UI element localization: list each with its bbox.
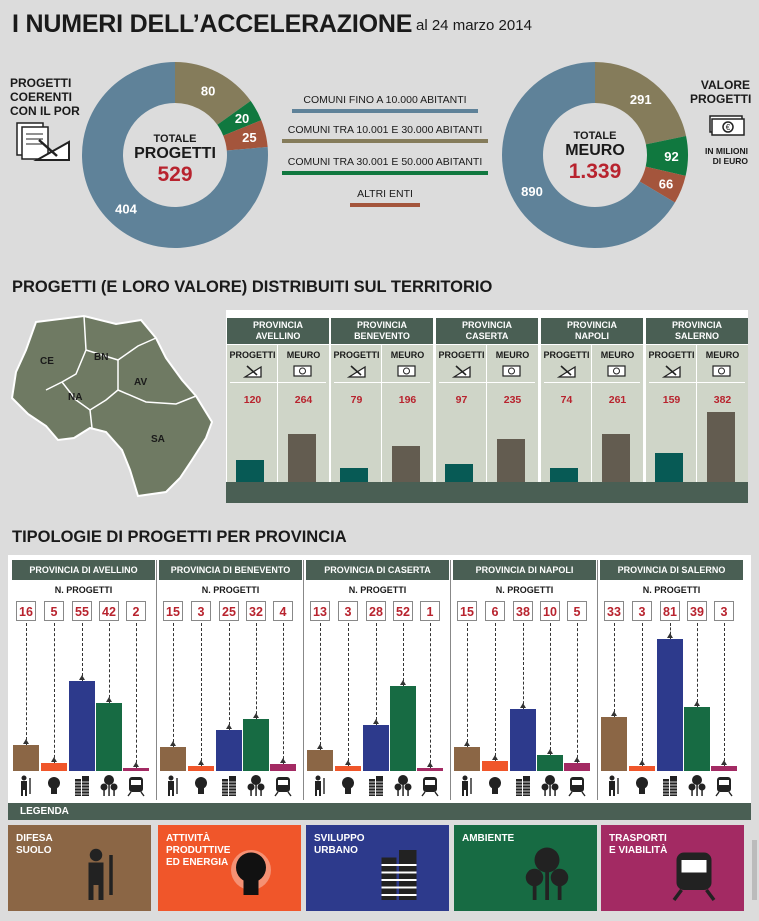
legend-item-label: PRODUTTIVE: [166, 845, 231, 856]
territorio-header-line: PROVINCIA: [252, 320, 303, 330]
money-icon: [708, 114, 746, 138]
tipologie-bar: [454, 747, 480, 771]
tipologie-dashed-line: [320, 623, 321, 750]
tipologie-bar: [363, 725, 389, 771]
tipologie-count-box: 28: [366, 601, 386, 621]
tipologie-arrow: [198, 760, 204, 765]
territorio-col-progetti: PROGETTI: [648, 350, 695, 360]
tipologie-divider: [450, 560, 451, 800]
territorio-header-line: PROVINCIA: [461, 320, 512, 330]
tipologie-icons-row: [453, 774, 596, 802]
territorio-header: [436, 318, 538, 344]
tipologie-header: PROVINCIA DI AVELLINO: [12, 560, 155, 580]
money-icon: [502, 364, 522, 378]
territorio-header-line: AVELLINO: [255, 331, 301, 341]
map-label-sa: SA: [151, 434, 165, 445]
tipologie-dashed-line: [82, 623, 83, 681]
tipologie-bar: [417, 768, 443, 771]
tipologie-dashed-line: [430, 623, 431, 768]
tipologie-n-progetti-label: N. PROGETTI: [54, 585, 113, 595]
tipologie-dashed-line: [283, 623, 284, 764]
tipologie-bar: [564, 763, 590, 771]
territorio-bar-progetti: [236, 460, 264, 482]
tipologie-dashed-line: [173, 623, 174, 747]
territorio-bar-meuro: [288, 434, 316, 482]
tipologie-dashed-line: [136, 623, 137, 768]
territorio-bar-meuro: [602, 434, 630, 482]
tipologie-bar: [601, 717, 627, 771]
tipologie-arrow: [400, 680, 406, 685]
money-icon: [712, 364, 732, 378]
train-icon: [422, 777, 438, 796]
left-label-line: PROGETTI: [10, 76, 72, 90]
tipologie-bar: [390, 686, 416, 771]
train-icon: [664, 845, 724, 905]
tipologie-bar: [69, 681, 95, 771]
tipologie-arrow: [79, 675, 85, 680]
legend-item: [158, 825, 301, 911]
donut-left-total-title: PROGETTI: [134, 145, 216, 162]
legend-item-label: ED ENERGIA: [166, 857, 229, 868]
territorio-value-progetti: 159: [662, 394, 681, 406]
legend-item-label: SVILUPPO: [314, 833, 365, 844]
tipologie-count-box: 3: [191, 601, 211, 621]
territorio-header-line: PROVINCIA: [566, 320, 617, 330]
tipologie-dashed-line: [403, 623, 404, 686]
tipologie-arrow: [317, 744, 323, 749]
donut-right-slice-label: 92: [664, 148, 679, 164]
tipologie-arrow: [106, 697, 112, 702]
tipologie-dashed-line: [348, 623, 349, 766]
territorio-header: [331, 318, 433, 344]
tipologie-bar: [657, 639, 683, 771]
map-label-bn: BN: [94, 352, 109, 363]
documents-icon: [13, 120, 73, 165]
tipologie-n-progetti-label: N. PROGETTI: [495, 585, 554, 595]
category-legend-swatch: [292, 109, 478, 113]
tipologie-icons-row: [12, 774, 155, 802]
territorio-table-footer: [226, 482, 748, 503]
territorio-divider: [230, 382, 326, 383]
lightbulb-icon: [48, 777, 60, 794]
territorio-divider: [334, 382, 430, 383]
donut-left-total-value: 529: [157, 163, 193, 186]
territorio-header-line: NAPOLI: [574, 331, 609, 341]
territorio-col-meuro: MEURO: [600, 350, 635, 360]
territorio-divider: [544, 382, 640, 383]
category-legend-label: COMUNI TRA 30.001 E 50.000 ABITANTI: [287, 156, 483, 168]
tipologie-arrow: [226, 724, 232, 729]
tipologie-arrow: [427, 762, 433, 767]
train-icon: [716, 777, 732, 796]
category-legend-swatch: [282, 171, 488, 175]
tipologie-arrow: [574, 757, 580, 762]
category-legend-swatch: [350, 203, 420, 207]
donut-left-total-label: TOTALE: [153, 133, 197, 145]
tipologie-arrow: [547, 749, 553, 754]
donut-left-slice-label: 404: [115, 201, 137, 217]
lightbulb-icon: [342, 777, 354, 794]
donut-right-slice-label: 291: [629, 91, 652, 107]
legend-title: LEGENDA: [20, 806, 69, 817]
tipologie-divider: [156, 560, 157, 800]
tipologie-count-box: 1: [420, 601, 440, 621]
tipologie-bar: [335, 766, 361, 771]
tipologie-dashed-line: [724, 623, 725, 766]
tipologie-bar: [41, 763, 67, 771]
tipologie-dashed-line: [54, 623, 55, 763]
donut-right-total-value: 1.339: [568, 160, 622, 183]
buildings-icon: [516, 776, 530, 796]
tipologie-count-box: 5: [567, 601, 587, 621]
buildings-icon: [75, 776, 89, 796]
tipologie-n-progetti-label: N. PROGETTI: [348, 585, 407, 595]
legend-item: [454, 825, 597, 911]
tipologie-bar: [188, 766, 214, 771]
tipologie-dashed-line: [614, 623, 615, 717]
train-icon: [128, 777, 144, 796]
territorio-value-progetti: 120: [243, 394, 262, 406]
project-doc-icon: [243, 364, 263, 378]
territorio-header-line: PROVINCIA: [356, 320, 407, 330]
tipologie-dashed-line: [550, 623, 551, 755]
tipologie-arrow: [464, 741, 470, 746]
map-label-na: NA: [68, 392, 83, 403]
tipologie-bar: [216, 730, 242, 771]
tipologie-divider: [597, 560, 598, 800]
trees-icon: [689, 775, 706, 796]
tipologie-bar: [160, 747, 186, 771]
tipologie-bar: [307, 750, 333, 771]
tipologie-bar: [270, 764, 296, 771]
territorio-header-line: PROVINCIA: [671, 320, 722, 330]
tipologie-dashed-line: [26, 623, 27, 745]
tipologie-count-box: 42: [99, 601, 119, 621]
buildings-icon: [663, 776, 677, 796]
left-label-line: COERENTI: [10, 90, 73, 104]
tipologie-arrow: [520, 703, 526, 708]
tipologie-count-box: 5: [44, 601, 64, 621]
legend-item: [601, 825, 744, 911]
tipologie-dashed-line: [109, 623, 110, 703]
right-unit-line: IN MILIONI: [705, 146, 748, 156]
tipologie-bar: [96, 703, 122, 771]
tipologie-count-box: 55: [72, 601, 92, 621]
territorio-bar-progetti: [445, 464, 473, 482]
tipologie-bar: [482, 761, 508, 771]
tipologie-count-box: 6: [485, 601, 505, 621]
worker-shovel-icon: [462, 776, 471, 797]
donut-right-total-label: TOTALE: [573, 130, 617, 142]
trees-icon: [101, 775, 118, 796]
tipologie-bar: [537, 755, 563, 771]
tipologie-count-box: 15: [457, 601, 477, 621]
tipologie-count-box: 3: [632, 601, 652, 621]
right-unit-line: DI EURO: [712, 156, 748, 166]
train-icon: [569, 777, 585, 796]
tipologie-count-box: 13: [310, 601, 330, 621]
territorio-value-meuro: 261: [608, 394, 627, 406]
worker-shovel-icon: [168, 776, 177, 797]
tipologie-dashed-line: [697, 623, 698, 707]
legend-bar: [8, 803, 751, 820]
territorio-bar-meuro: [497, 439, 525, 482]
donut-right-slice-label: 890: [521, 183, 543, 199]
territorio-header: [646, 318, 748, 344]
worker-shovel-icon: [609, 776, 618, 797]
legend-item-label: ATTIVITÀ: [166, 833, 211, 844]
tipologie-count-box: 81: [660, 601, 680, 621]
legend-item-label: E VIABILITÀ: [609, 845, 668, 856]
tipologie-count-box: 3: [338, 601, 358, 621]
tipologie-icons-row: [600, 774, 743, 802]
tipologie-count-box: 32: [246, 601, 266, 621]
project-doc-icon: [662, 364, 682, 378]
tipologie-bar: [684, 707, 710, 771]
tipologie-count-box: 39: [687, 601, 707, 621]
tipologie-arrow: [492, 755, 498, 760]
territorio-value-meuro: 264: [294, 394, 313, 406]
tipologie-count-box: 10: [540, 601, 560, 621]
tipologie-icons-row: [159, 774, 302, 802]
legend-item-label: SUOLO: [16, 845, 52, 856]
tipologie-bar: [243, 719, 269, 771]
legend-item: [8, 825, 151, 911]
tipologie-arrow: [373, 719, 379, 724]
tipologie-count-box: 3: [714, 601, 734, 621]
trees-icon: [542, 775, 559, 796]
territorio-bar-meuro: [707, 412, 735, 482]
project-doc-icon: [557, 364, 577, 378]
territorio-bar-progetti: [655, 453, 683, 482]
territorio-value-progetti: 74: [560, 394, 573, 406]
right-label-line: VALORE: [700, 78, 750, 92]
buildings-icon: [222, 776, 236, 796]
tipologie-count-box: 38: [513, 601, 533, 621]
tipologie-dashed-line: [642, 623, 643, 766]
right-donut-unit: [690, 146, 748, 166]
tipologie-dashed-line: [229, 623, 230, 730]
map-label-av: AV: [134, 377, 148, 388]
tipologie-dashed-line: [495, 623, 496, 761]
tipologie-count-box: 16: [16, 601, 36, 621]
donut-left-slice-label: 80: [200, 83, 216, 99]
territorio-col-meuro: MEURO: [705, 350, 740, 360]
tipologie-count-box: 2: [126, 601, 146, 621]
tipologie-divider: [303, 560, 304, 800]
money-icon: [607, 364, 627, 378]
worker-shovel-icon: [71, 845, 131, 905]
tipologie-icons-row: [306, 774, 449, 802]
territorio-header: [541, 318, 643, 344]
tipologie-n-progetti-label: N. PROGETTI: [201, 585, 260, 595]
territorio-col-meuro: MEURO: [390, 350, 425, 360]
donut-right-total-title: MEURO: [565, 142, 625, 159]
buildings-icon: [369, 845, 429, 905]
tipologie-count-box: 15: [163, 601, 183, 621]
project-doc-icon: [452, 364, 472, 378]
worker-shovel-icon: [315, 776, 324, 797]
tipologie-header: PROVINCIA DI CASERTA: [306, 560, 449, 580]
side-strip: [752, 840, 757, 900]
train-icon: [275, 777, 291, 796]
buildings-icon: [369, 776, 383, 796]
tipologie-bar: [510, 709, 536, 771]
donut-right-center: [545, 130, 645, 184]
tipologie-bar: [629, 766, 655, 771]
worker-shovel-icon: [21, 776, 30, 797]
tipologie-dashed-line: [256, 623, 257, 719]
tipologie-arrow: [51, 757, 57, 762]
territorio-col-progetti: PROGETTI: [543, 350, 590, 360]
donut-left-slice-label: 25: [242, 130, 257, 146]
territorio-bar-progetti: [550, 468, 578, 482]
tipologie-count-box: 52: [393, 601, 413, 621]
legend-item-label: AMBIENTE: [462, 833, 515, 844]
tipologie-arrow: [694, 701, 700, 706]
lightbulb-icon: [489, 777, 501, 794]
legend-item: [306, 825, 449, 911]
territorio-value-progetti: 97: [455, 394, 468, 406]
category-legend-label: ALTRI ENTI: [357, 188, 413, 200]
territorio-col-meuro: MEURO: [495, 350, 530, 360]
tipologie-dashed-line: [523, 623, 524, 709]
tipologie-header: PROVINCIA DI NAPOLI: [453, 560, 596, 580]
map-label-ce: CE: [40, 356, 54, 367]
lightbulb-icon: [636, 777, 648, 794]
tipologie-count-box: 33: [604, 601, 624, 621]
territorio-header-line: CASERTA: [465, 331, 509, 341]
category-legend-label: COMUNI TRA 10.001 E 30.000 ABITANTI: [287, 124, 483, 136]
page-title: I NUMERI DELL’ACCELERAZIONE: [12, 10, 413, 38]
tipologie-arrow: [280, 758, 286, 763]
donut-left-slice-label: 20: [234, 111, 250, 127]
tipologie-arrow: [23, 739, 29, 744]
category-legend-label: COMUNI FINO A 10.000 ABITANTI: [303, 94, 467, 106]
page-date: al 24 marzo 2014: [416, 17, 532, 34]
donut-right-slice-label: 66: [658, 176, 674, 192]
left-donut-label: [10, 76, 80, 118]
right-label-line: PROGETTI: [690, 92, 752, 106]
tipologie-arrow: [345, 760, 351, 765]
territorio-divider: [649, 382, 745, 383]
lightbulb-icon: [221, 845, 281, 905]
tipologie-n-progetti-label: N. PROGETTI: [642, 585, 701, 595]
right-donut-label: [690, 78, 750, 106]
project-doc-icon: [347, 364, 367, 378]
tipologie-bar: [711, 766, 737, 771]
territorio-bar-meuro: [392, 446, 420, 482]
tipologie-arrow: [170, 741, 176, 746]
tipologie-header: PROVINCIA DI BENEVENTO: [159, 560, 302, 580]
tipologie-bar: [13, 745, 39, 771]
tipologie-dashed-line: [376, 623, 377, 725]
section-territorio-title: PROGETTI (E LORO VALORE) DISTRIBUITI SUL TERRITORIO: [12, 278, 493, 296]
territorio-value-meuro: 382: [713, 394, 732, 406]
tipologie-bar: [123, 768, 149, 771]
trees-icon: [395, 775, 412, 796]
tipologie-dashed-line: [577, 623, 578, 763]
category-legend-swatch: [282, 139, 488, 143]
tipologie-arrow: [639, 760, 645, 765]
territorio-header-line: SALERNO: [674, 331, 719, 341]
tipologie-dashed-line: [201, 623, 202, 766]
tipologie-arrow: [667, 633, 673, 638]
left-label-line: CON IL POR: [10, 104, 80, 118]
territorio-value-meuro: 196: [398, 394, 417, 406]
tipologie-arrow: [721, 760, 727, 765]
territorio-value-progetti: 79: [350, 394, 363, 406]
territorio-col-meuro: MEURO: [286, 350, 321, 360]
tipologie-arrow: [253, 713, 259, 718]
money-icon: [397, 364, 417, 378]
territorio-value-meuro: 235: [503, 394, 522, 406]
trees-icon: [248, 775, 265, 796]
tipologie-header: PROVINCIA DI SALERNO: [600, 560, 743, 580]
legend-item-label: URBANO: [314, 845, 358, 856]
tipologie-count-box: 25: [219, 601, 239, 621]
territorio-header: [227, 318, 329, 344]
territorio-bar-progetti: [340, 468, 368, 482]
legend-item-label: TRASPORTI: [609, 833, 667, 844]
lightbulb-icon: [195, 777, 207, 794]
territorio-col-progetti: PROGETTI: [229, 350, 276, 360]
donut-left-center: [125, 133, 225, 187]
territorio-col-progetti: PROGETTI: [438, 350, 485, 360]
svg-text:€: €: [725, 123, 731, 132]
tipologie-arrow: [611, 711, 617, 716]
territorio-divider: [439, 382, 535, 383]
tipologie-count-box: 4: [273, 601, 293, 621]
trees-icon: [517, 845, 577, 905]
campania-map: [6, 310, 220, 500]
territorio-col-progetti: PROGETTI: [333, 350, 380, 360]
tipologie-arrow: [133, 762, 139, 767]
legend-item-label: DIFESA: [16, 833, 53, 844]
territorio-header-line: BENEVENTO: [354, 331, 410, 341]
money-icon: [293, 364, 313, 378]
section-tipologie-title: TIPOLOGIE DI PROGETTI PER PROVINCIA: [12, 528, 347, 546]
tipologie-dashed-line: [467, 623, 468, 747]
